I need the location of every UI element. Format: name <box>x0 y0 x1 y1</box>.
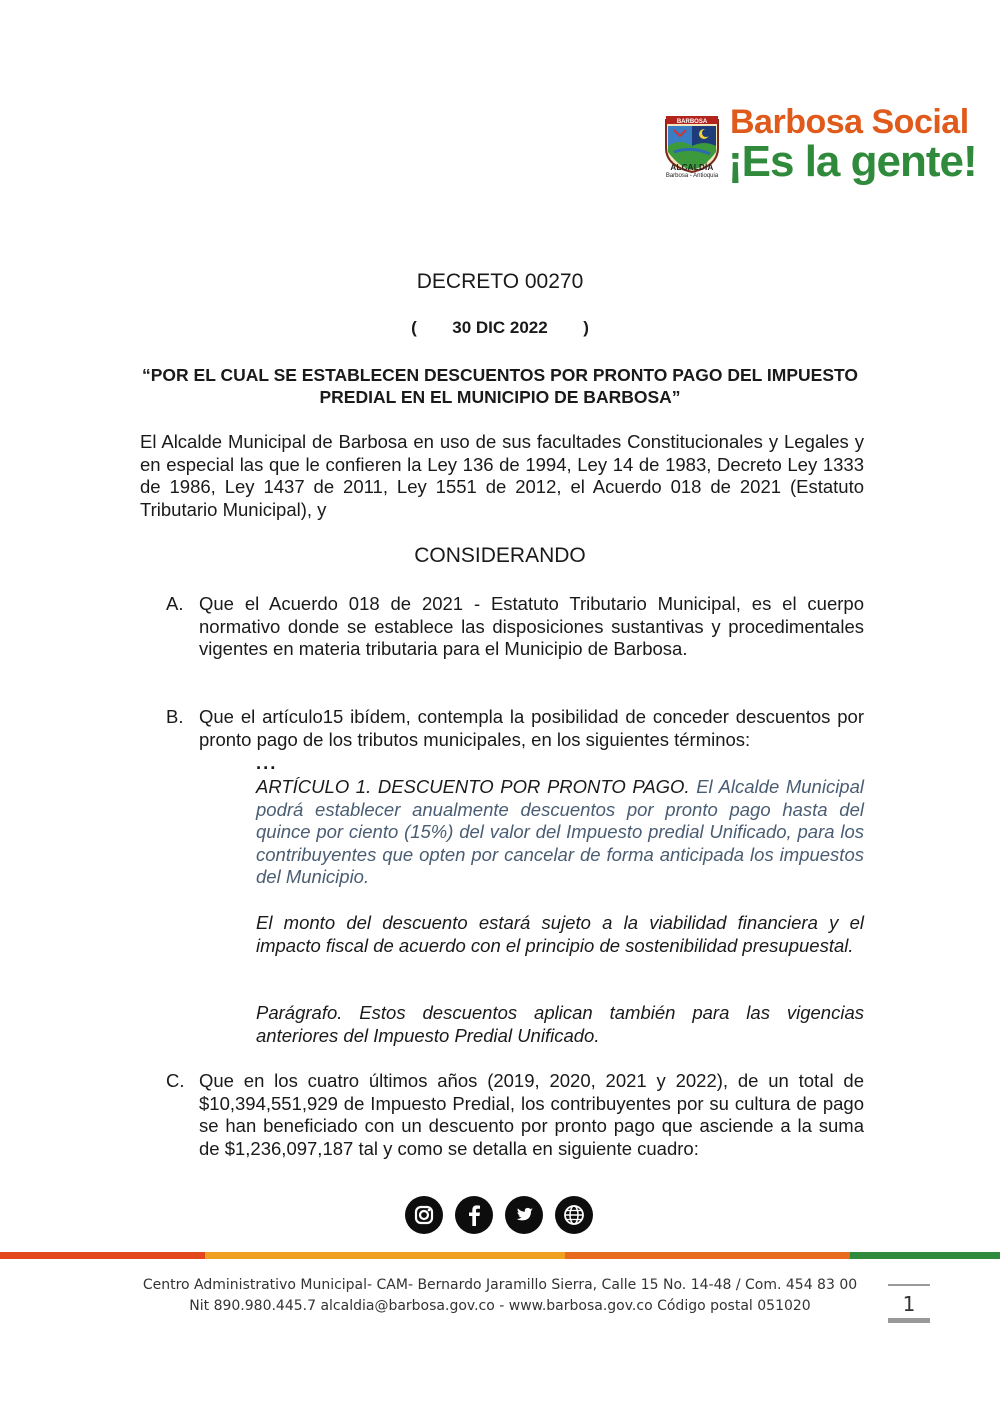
quoted-paragraph: El monto del descuento estará sujeto a la viabilidad financiera y el impacto fiscal de acuerdo con el principio de sostenibilidad presupuestal. <box>256 912 864 956</box>
seal-subtitle: Barbosa - Antioquia <box>665 173 719 179</box>
considerando-heading: CONSIDERANDO <box>414 544 586 567</box>
footer-address: Centro Administrativo Municipal- CAM- Bernardo Jaramillo Sierra, Calle 15 No. 14-48 / Com. 454 83 00 <box>142 1277 858 1293</box>
footer-stripe-segment <box>205 1252 565 1259</box>
municipal-logo <box>660 103 977 193</box>
decree-title: DECRETO 00270 <box>416 270 584 293</box>
page-number-top-rule <box>888 1284 930 1286</box>
quoted-article <box>256 776 864 889</box>
list-item <box>166 593 864 661</box>
footer-stripe-segment <box>565 1252 850 1259</box>
brand-slogan-line1: Barbosa Social <box>730 103 969 141</box>
footer-stripe-segment <box>0 1252 205 1259</box>
footer-contact: Nit 890.980.445.7 alcaldia@barbosa.gov.co - www.barbosa.gov.co Código postal 051020 <box>189 1298 811 1314</box>
list-item <box>166 1070 864 1160</box>
globe-icon[interactable] <box>555 1196 593 1234</box>
date-close-paren: ) <box>583 318 589 337</box>
item-text: Que en los cuatro últimos años (2019, 2020, 2021 y 2022), de un total de $10,394,551,929 de Impuesto Predial, los contribuyentes por su cultura de pago se han beneficiado con un descuento por pronto pago que asciende a la suma de $1,236,097,187 tal y como se detalla en siguiente cuadro: <box>199 1070 864 1159</box>
date-open-paren: ( <box>411 318 417 337</box>
intro-paragraph: El Alcalde Municipal de Barbosa en uso de sus facultades Constitucionales y Legales y en especial las que le confieren la Ley 136 de 1994, Ley 14 de 1983, Decreto Ley 1333 de 1986, Ley 1437 de 2011, Ley 1551 de 2012, el Acuerdo 018 de 2021 (Estatuto Tributario Municipal), y <box>140 431 864 520</box>
facebook-icon[interactable] <box>455 1196 493 1234</box>
list-item <box>166 706 864 751</box>
decree-subject: “POR EL CUAL SE ESTABLECEN DESCUENTOS POR PRONTO PAGO DEL IMPUESTO PREDIAL EN EL MUNICIPIO DE BARBOSA” <box>142 365 858 407</box>
social-icons <box>405 1196 595 1236</box>
item-text: Que el Acuerdo 018 de 2021 - Estatuto Tributario Municipal, es el cuerpo normativo donde se establece las disposiciones sustantivas y procedimentales vigentes en materia tributaria para el Municipio de Barbosa. <box>199 593 864 659</box>
item-letter: C. <box>166 1070 185 1091</box>
decree-date <box>0 318 1000 338</box>
article-body: El Alcalde Municipal podrá establecer anualmente descuentos por pronto pago hasta del quince por ciento (15%) del valor del Impuesto predial Unificado, para los contribuyentes que opten por cancelar de forma anticipada los impuestos del Municipio. <box>256 776 864 887</box>
item-letter: A. <box>166 593 184 614</box>
instagram-icon[interactable] <box>405 1196 443 1234</box>
article-heading: ARTÍCULO 1. DESCUENTO POR PRONTO PAGO. <box>256 776 690 797</box>
page-number: 1 <box>902 1292 916 1316</box>
item-text: Que el artículo15 ibídem, contempla la posibilidad de conceder descuentos por pronto pago de los tributos municipales, en los siguientes términos: <box>199 706 864 750</box>
seal-banner-text: BARBOSA <box>676 119 708 125</box>
quote-ellipsis: ... <box>256 752 278 773</box>
brand-slogan-line2: ¡Es la gente! <box>728 137 977 186</box>
item-letter: B. <box>166 706 184 727</box>
seal-name: ALCALDÍA <box>670 163 714 172</box>
page-number-bottom-rule <box>888 1318 930 1323</box>
quoted-paragrafo: Parágrafo. Estos descuentos aplican también para las vigencias anteriores del Impuesto Predial Unificado. <box>256 1002 864 1046</box>
footer-stripe-segment <box>850 1252 1000 1259</box>
date-value: 30 DIC 2022 <box>452 318 548 337</box>
twitter-icon[interactable] <box>505 1196 543 1234</box>
